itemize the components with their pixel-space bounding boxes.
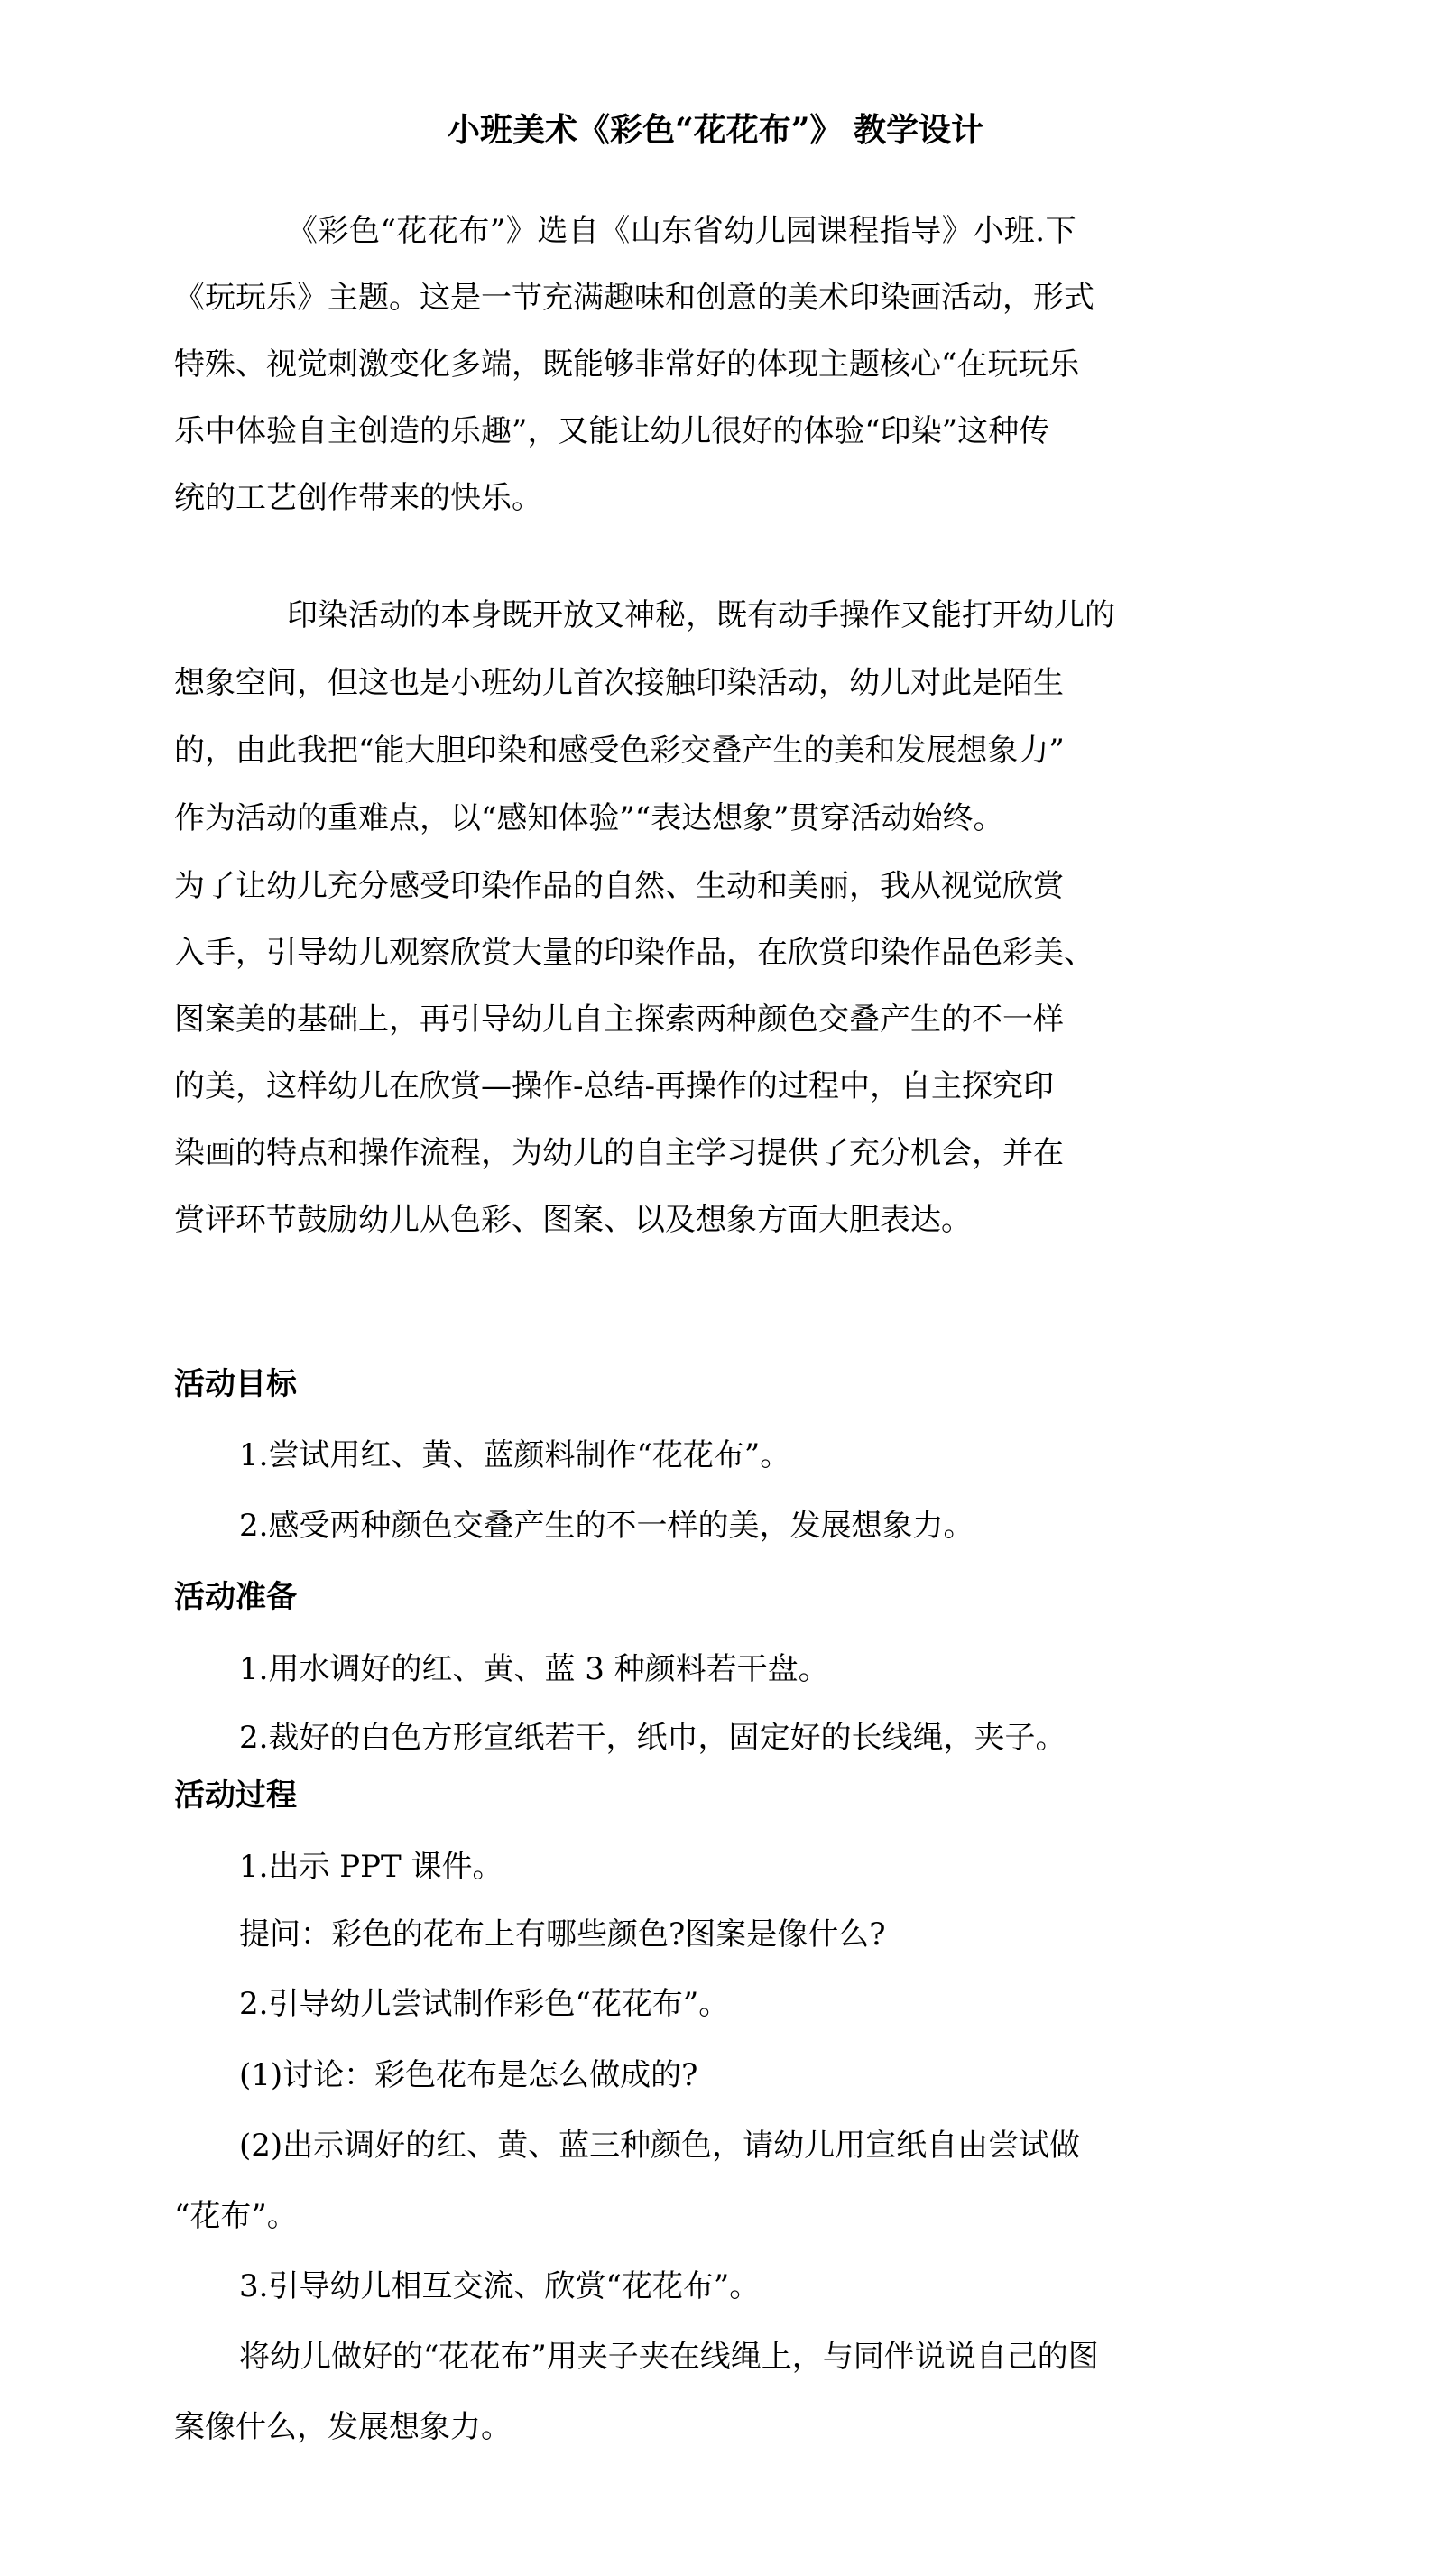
paragraph-line: 入手，引导幼儿观察欣赏大量的印染作品，在欣赏印染作品色彩美、 <box>174 935 1094 971</box>
paragraph-line: 特殊、视觉刺激变化多端，既能够非常好的体现主题核心“在玩玩乐 <box>174 346 1080 383</box>
section-heading-goals: 活动目标 <box>174 1366 297 1402</box>
paragraph-line: 赏评环节鼓励幼儿从色彩、图案、以及想象方面大胆表达。 <box>174 1202 972 1238</box>
paragraph-line: 统的工艺创作带来的快乐。 <box>174 480 542 516</box>
section-heading-preparation: 活动准备 <box>174 1579 297 1615</box>
paragraph-line: 《彩色“花花布”》选自《山东省幼儿园课程指导》小班.下 <box>287 213 1077 249</box>
list-item: 2.引导幼儿尝试制作彩色“花花布”。 <box>239 1986 730 2022</box>
list-item: 提问：彩色的花布上有哪些颜色?图案是像什么? <box>239 1916 886 1953</box>
list-item: 案像什么，发展想象力。 <box>174 2409 512 2445</box>
list-item: 将幼儿做好的“花花布”用夹子夹在线绳上，与同伴说说自己的图 <box>239 2339 1099 2375</box>
section-heading-process: 活动过程 <box>174 1777 297 1814</box>
list-item: “花布”。 <box>174 2198 298 2234</box>
list-item: 1.尝试用红、黄、蓝颜料制作“花花布”。 <box>239 1437 791 1473</box>
paragraph-line: 为了让幼儿充分感受印染作品的自然、生动和美丽，我从视觉欣赏 <box>174 868 1064 904</box>
paragraph-line: 想象空间，但这也是小班幼儿首次接触印染活动，幼儿对此是陌生 <box>174 665 1064 701</box>
paragraph-line: 《玩玩乐》主题。这是一节充满趣味和创意的美术印染画活动，形式 <box>174 280 1094 316</box>
document-title: 小班美术《彩色“花花布”》 教学设计 <box>448 111 983 149</box>
paragraph-line: 作为活动的重难点，以“感知体验”“表达想象”贯穿活动始终。 <box>174 800 1004 836</box>
paragraph-line: 的，由此我把“能大胆印染和感受色彩交叠产生的美和发展想象力” <box>174 733 1065 769</box>
paragraph-line: 的美，这样幼儿在欣赏—操作-总结-再操作的过程中，自主探究印 <box>174 1068 1054 1104</box>
paragraph-line: 乐中体验自主创造的乐趣”，又能让幼儿很好的体验“印染”这种传 <box>174 413 1050 449</box>
list-item: 3.引导幼儿相互交流、欣赏“花花布”。 <box>239 2268 761 2304</box>
list-item: 2.裁好的白色方形宣纸若干，纸巾，固定好的长线绳，夹子。 <box>239 1720 1066 1756</box>
list-item: (1)讨论：彩色花布是怎么做成的? <box>239 2057 698 2093</box>
paragraph-line: 图案美的基础上，再引导幼儿自主探索两种颜色交叠产生的不一样 <box>174 1002 1064 1038</box>
paragraph-line: 印染活动的本身既开放又神秘，既有动手操作又能打开幼儿的 <box>287 597 1115 633</box>
list-item: 2.感受两种颜色交叠产生的不一样的美，发展想象力。 <box>239 1508 974 1544</box>
list-item: 1.用水调好的红、黄、蓝 3 种颜料若干盘。 <box>239 1651 829 1687</box>
list-item: 1.出示 PPT 课件。 <box>239 1849 503 1885</box>
paragraph-line: 染画的特点和操作流程，为幼儿的自主学习提供了充分机会，并在 <box>174 1135 1064 1171</box>
list-item: (2)出示调好的红、黄、蓝三种颜色，请幼儿用宣纸自由尝试做 <box>239 2128 1081 2164</box>
